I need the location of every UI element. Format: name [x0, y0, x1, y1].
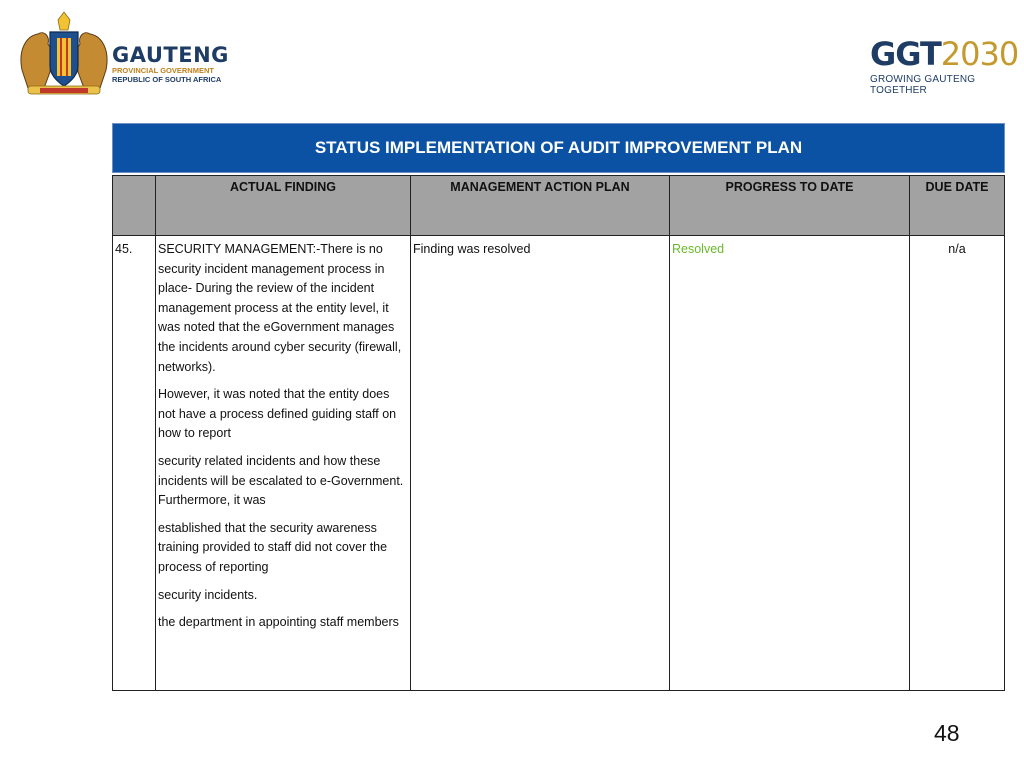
ggt2030-logo [870, 35, 1019, 96]
header-management-action-plan: MANAGEMENT ACTION PLAN [411, 176, 670, 236]
org-line2: REPUBLIC OF SOUTH AFRICA [112, 75, 222, 84]
finding-paragraph: SECURITY MANAGEMENT:-There is no security incident management process in place- During the review of the incident management process at the entity level, it was noted that the eGovernment manages the incidents around cyber security (firewall, networks). [158, 242, 402, 374]
header-due-date: DUE DATE [910, 176, 1005, 236]
audit-improvement-table [112, 175, 1005, 691]
ggt-tagline: GROWING GAUTENG TOGETHER [870, 74, 976, 96]
org-line1: PROVINCIAL GOVERNMENT [112, 66, 214, 75]
ggt-letters: GGT [870, 35, 941, 73]
row-number: 45. [113, 236, 156, 691]
action-plan-cell: Finding was resolved [411, 236, 670, 691]
finding-cell [156, 236, 411, 691]
org-name: GAUTENG [112, 43, 229, 67]
finding-paragraph: established that the security awareness training provided to staff did not cover the process of reporting [158, 520, 388, 574]
table-row [113, 236, 1005, 691]
finding-paragraph: security incidents. [158, 587, 258, 602]
header-number [113, 176, 156, 236]
header-progress-to-date: PROGRESS TO DATE [670, 176, 910, 236]
gauteng-wordmark [112, 44, 229, 84]
table-header-row [113, 176, 1005, 236]
page-title-bar [112, 123, 1005, 173]
page-number: 48 [934, 720, 960, 746]
finding-paragraph: security related incidents and how these incidents will be escalated to e-Government. Furthermore, it was [158, 453, 404, 508]
header-actual-finding: ACTUAL FINDING [156, 176, 411, 236]
progress-cell: Resolved [670, 236, 910, 691]
page-title: STATUS IMPLEMENTATION OF AUDIT IMPROVEMENT PLAN [314, 138, 803, 157]
ggt2030-mark [870, 35, 1019, 73]
finding-paragraph: However, it was noted that the entity does not have a process defined guiding staff on how to report [158, 387, 397, 441]
ggt-year: 2030 [940, 35, 1019, 73]
due-date-cell: n/a [910, 236, 1005, 691]
finding-paragraph: the department in appointing staff members [158, 615, 399, 630]
